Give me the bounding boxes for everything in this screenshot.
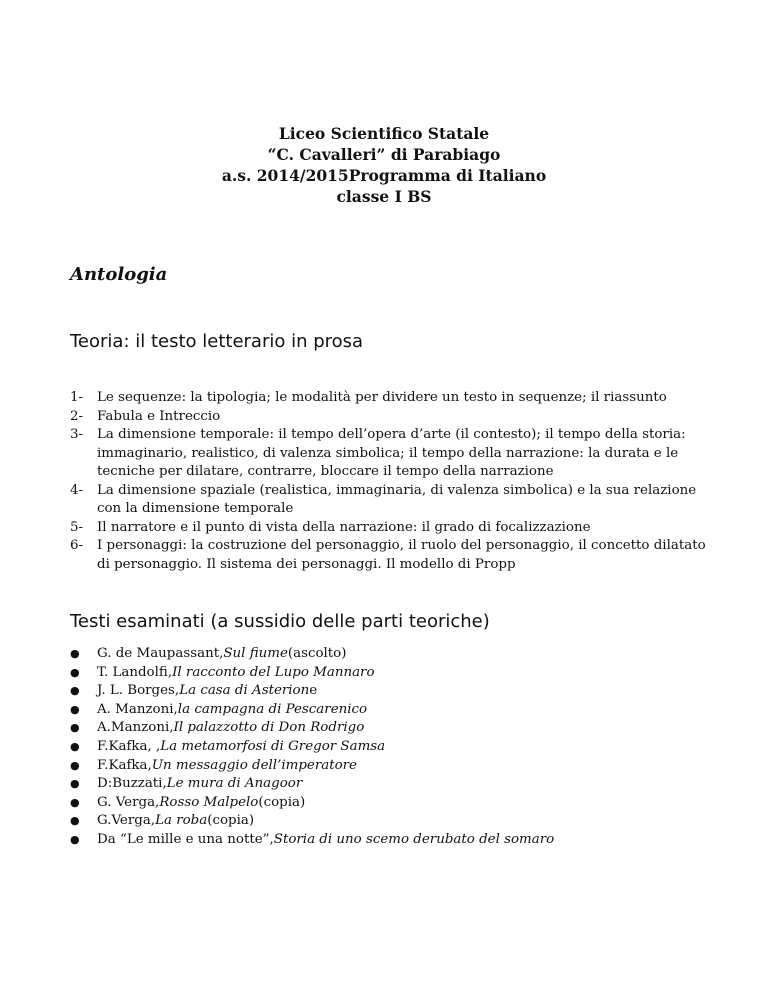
item-text: Le sequenze: la tipologia; le modalità per dividere un testo in sequenze; il riassunto: [97, 390, 667, 405]
list-item: [70, 682, 710, 701]
item-author: G. Verga,: [97, 794, 160, 810]
list-item: [70, 645, 710, 664]
bullet-icon: ●: [70, 702, 80, 716]
item-text: La dimensione temporale: il tempo dell’opera d’arte (il contesto); il tempo della storia: immaginario, realistico, di valenza simbolica; il tempo della narrazione: la durata e le tecniche per dilatare, contrarre, bloccare il tempo della narrazione: [97, 427, 686, 479]
item-text: Fabula e Intreccio: [97, 408, 221, 424]
item-title: Le mura di Anagoor: [166, 776, 303, 792]
item-number: 4-: [70, 482, 84, 498]
bullet-icon: ●: [70, 721, 80, 735]
bullet-icon: ●: [70, 814, 80, 828]
item-number: 1-: [70, 390, 84, 405]
section-heading-antologia: Antologia: [70, 264, 168, 285]
list-item: [70, 775, 710, 794]
item-title: La metamorfosi di Gregor Samsa: [160, 738, 386, 754]
list-item: [70, 831, 710, 850]
section-heading-teoria: Teoria: il testo letterario in prosa: [70, 331, 364, 352]
item-title: La roba: [155, 813, 208, 829]
item-author: A. Manzoni,: [97, 701, 178, 717]
class-name: classe I BS: [336, 187, 432, 206]
bullet-icon: ●: [70, 684, 80, 698]
item-title: Un messaggio dell’imperatore: [151, 757, 357, 773]
teoria-list: [70, 389, 710, 574]
school-location: “C. Cavalleri” di Parabiago: [267, 145, 501, 164]
item-title: Sul fiume: [223, 646, 288, 661]
program-title: a.s. 2014/2015Programma di Italiano: [221, 166, 547, 185]
list-item: [70, 719, 710, 738]
list-item: [70, 701, 710, 720]
item-number: 5-: [70, 519, 84, 535]
list-item: [70, 426, 710, 482]
item-author: A.Manzoni,: [97, 720, 174, 736]
item-text: I personaggi: la costruzione del personaggio, il ruolo del personaggio, il concetto dilatato di personaggio. Il sistema dei personaggi. Il modello di Propp: [97, 538, 706, 572]
bullet-icon: ●: [70, 832, 80, 846]
bullet-icon: ●: [70, 777, 80, 791]
bullet-icon: ●: [70, 647, 80, 660]
list-item: [70, 537, 710, 574]
bullet-icon: ●: [70, 795, 80, 809]
item-text: La dimensione spaziale (realistica, immaginaria, di valenza simbolica) e la sua relazione con la dimensione temporale: [97, 482, 697, 516]
item-number: 2-: [70, 408, 84, 424]
item-title: Storia di uno scemo derubato del somaro: [273, 831, 555, 847]
testi-list: [70, 645, 710, 850]
item-note: (ascolto): [287, 646, 347, 661]
list-item: [70, 408, 710, 427]
school-name: Liceo Scientifico Statale: [278, 124, 490, 143]
list-item: [70, 389, 710, 408]
item-title: Il racconto del Lupo Mannaro: [172, 664, 375, 680]
list-item: [70, 519, 710, 538]
item-number: 3-: [70, 427, 84, 442]
list-item: [70, 482, 710, 519]
item-author: T. Landolfi,: [97, 664, 173, 680]
item-number: 6-: [70, 538, 84, 553]
bullet-icon: ●: [70, 665, 80, 679]
list-item: [70, 664, 710, 683]
list-item: [70, 812, 710, 831]
item-author: D:Buzzati,: [97, 776, 167, 792]
item-text: Il narratore e il punto di vista della narrazione: il grado di focalizzazione: [97, 519, 591, 535]
list-item: [70, 738, 710, 757]
item-author: G. de Maupassant,: [97, 646, 224, 661]
item-title: Il palazzotto di Don Rodrigo: [173, 720, 365, 736]
document-header: [0, 123, 768, 207]
item-note: (copia): [207, 813, 255, 829]
item-title: Rosso Malpelo: [159, 794, 259, 810]
item-author: G.Verga,: [97, 813, 156, 829]
bullet-icon: ●: [70, 739, 80, 753]
item-author: F.Kafka, ,: [97, 738, 161, 754]
item-title: La casa di Asterion: [179, 683, 310, 699]
list-item: [70, 794, 710, 813]
item-author: J. L. Borges,: [97, 683, 180, 699]
section-heading-testi: Testi esaminati (a sussidio delle parti teoriche): [70, 611, 490, 632]
item-note: (copia): [258, 794, 306, 810]
list-item: [70, 757, 710, 776]
item-author: Da “Le mille e una notte”,: [97, 831, 274, 847]
item-title: la campagna di Pescarenico: [177, 701, 368, 717]
item-author: F.Kafka,: [97, 757, 152, 773]
bullet-icon: ●: [70, 758, 80, 772]
item-note: e: [309, 683, 318, 699]
